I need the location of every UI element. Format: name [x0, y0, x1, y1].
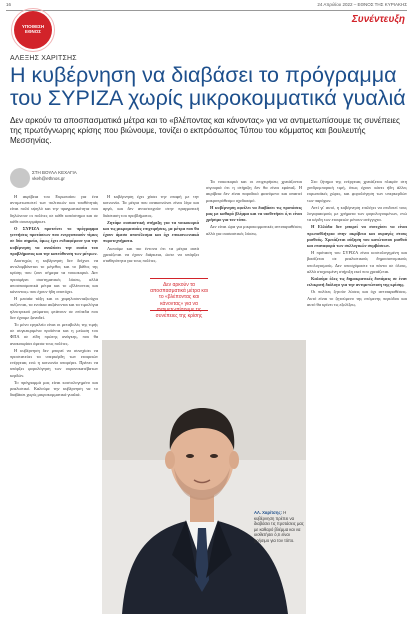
paragraph: Η μεσαία τάξη και οι χαμηλοσυνταξιούχοι πιέζονται, τα ενοίκια αυξάνονται και τα τιμολόγια ηλεκτρικού ρεύματος φτάνουν σε επίπεδα που δεν έχουμε ξαναδεί. — [10, 296, 98, 320]
paragraph: Η κυβέρνηση δεν μπορεί να συνεχίσει να προστατεύει τα υπερκέρδη των εταιρειών ενέργειας ενώ η κοινωνία υποφέρει. Πρέπει να υπάρξει φορολόγηση των ουρανοκατέβατων κερδών. — [10, 347, 98, 378]
paragraph: Ο ΣΥΡΙΖΑ προτείνει το πρόγραμμα γεννήσεις προτάσεων που ενεργοποιούν τίμιες σε δύο σημεία, όμως έχει ενδιαφέρουν για την κυβέρνηση να αναλύσει την ουσία του προβλήματος και την κατεύθυνση των μέτρων. — [10, 226, 98, 256]
author-name: ΣΤΗ ΒΟΥΛΑ ΚΕΧΑΓΙΑ — [32, 170, 77, 175]
pull-quote-rule-bottom — [150, 310, 208, 311]
paragraph: Δεν είναι ώρα για μικροκομματικές αντιπαραθέσεις αλλά για ουσιαστικές λύσεις. — [206, 224, 302, 236]
byline: ΑΛΕΞΗΣ ΧΑΡΙΤΣΗΣ — [10, 55, 77, 62]
paragraph: Το μόνο εργαλείο είναι οι μεταβολές της τιμής σε συγκεκριμένα προϊόντα και η μείωση του ΦΠΑ σε είδη πρώτης ανάγκης, που θα ανακουφίσει άμεσα τους πολίτες. — [10, 322, 98, 346]
page-number: 16 — [6, 2, 12, 7]
body-column-4 — [307, 179, 407, 614]
body-column-3 — [206, 179, 302, 344]
pull-quote: Δεν αρκούν τα αποσπασματικά μέτρα και το «βλέποντας και κάνοντας» για να αντιμετωπίσουμε τις συνέπειες της κρίσης — [150, 282, 208, 320]
lead-paragraph: Δεν αρκούν τα αποσπασματικά μέτρα και το «βλέποντας και κάνοντας» για να αντιμετωπίσουμε τις συνέπειες της πρωτόγνωρης κρίσης που βιώνουμε, τονίζει ο εκπρόσωπος Τύπου του κόμματος και βουλευτής Μεσσηνίας. — [10, 116, 400, 145]
paragraph: Λυπούμε και πιο έντονα ότι τα μέτρα αυτά χρειάζεται να έχουν διάρκεια, ώστε να υπάρξει σταθερότητα για τους πολίτες. — [103, 245, 199, 264]
author-block — [32, 170, 77, 182]
author-email: vkeh@ethnos.gr — [32, 176, 65, 181]
author-avatar — [10, 168, 30, 188]
portrait-illustration — [102, 340, 306, 614]
section-logo — [14, 11, 52, 49]
paragraph: Καλούμε όλες τις δημοκρατικές δυνάμεις σε έναν ειλικρινή διάλογο για την αντιμετώπιση της κρίσης. — [307, 276, 407, 288]
photo-caption — [254, 510, 304, 544]
paragraph: Οι πολίτες ζητούν λύσεις και όχι αντιπαραθέσεις. Αυτό είναι το ζητούμενο της επόμενης περιόδου και αυτό θα κρίνει τις εξελίξεις. — [307, 289, 407, 307]
section-label: Συνέντευξη — [351, 14, 405, 25]
paragraph: Τα νοικοκυριά και οι επιχειρήσεις χρειάζονται σιγουριά ότι η στήριξη δεν θα είναι εφάπαξ. Η ακρίβεια δεν είναι παροδικό φαινόμενο και απαιτεί μακροπρόθεσμο σχεδιασμό. — [206, 179, 302, 203]
caption-text: Η κυβέρνηση πρέπει να διαβάσει τις προτάσεις μας με καθαρό βλέμμα και να υιοθετήσει ό,τι είναι χρήσιμο για τον τόπο. — [254, 510, 304, 543]
body-column-1 — [10, 194, 98, 614]
logo-ring — [11, 8, 55, 52]
paragraph: Ζητάμε ουσιαστική στήριξη για τα νοικοκυριά και τις μικρομεσαίες επιχειρήσεις, με μέτρα που θα έχουν άμεσο αποτέλεσμα και όχι επικοινωνιακά πυροτεχνήματα. — [103, 219, 199, 244]
paragraph: Η κυβέρνηση έχει χάσει την επαφή με την κοινωνία. Τα μέτρα που ανακοινώνει είναι λίγα και αργά, και δεν αντιστοιχούν στην πραγματική διάσταση του προβλήματος. — [103, 194, 199, 218]
logo-text: ΥΠΟΘΕΣΗ ΕΘΝΟΣ — [21, 24, 45, 34]
paragraph: Το πρόγραμμά μας είναι κοστολογημένο και ρεαλιστικό. Καλούμε την κυβέρνηση να το διαβάσει χωρίς μικροκομματικά γυαλιά. — [10, 379, 98, 398]
paragraph: Η πρόταση του ΣΥΡΙΖΑ είναι κοστολογημένη και βασίζεται σε ρεαλιστικούς δημοσιονομικούς υπολογισμούς. Δεν υποσχόμαστε τα πάντα σε όλους, αλλά στοχευμένη στήριξη εκεί που χρειάζεται. — [307, 250, 407, 274]
caption-name: ΑΛ. Χαρίτσης: — [254, 510, 283, 515]
pull-quote-rule-top — [150, 278, 208, 279]
paragraph: Στο ζήτημα της ενέργειας χρειάζεται πλαφόν στη χονδρεμπορική τιμή, όπως έχουν κάνει ήδη άλλες ευρωπαϊκές χώρες, και φορολόγηση των υπερκερδών των παρόχων. — [307, 179, 407, 203]
date-line: 24 Απριλίου 2022 – ΕΘΝΟΣ ΤΗΣ ΚΥΡΙΑΚΗΣ — [317, 2, 407, 7]
headline: Η κυβέρνηση να διαβάσει το πρόγραμμα του ΣΥΡΙΖΑ χωρίς μικροκομματικά γυαλιά — [10, 63, 406, 110]
top-bar — [6, 2, 407, 11]
paragraph: Αντί γι' αυτό, η κυβέρνηση επιλέγει να επιδοτεί τους λογαριασμούς με χρήματα των φορολογουμένων, ενώ τα κέρδη των εταιρειών μένουν ανέγγιχτα. — [307, 204, 407, 223]
paragraph: Δυστυχώς η κυβέρνηση δεν δείχνει να αντιλαμβάνεται το μέγεθος και το βάθος της κρίσης που ζουν σήμερα τα νοικοκυριά. Δεν προσφέρει συστηματικές λύσεις, αλλά αποσπασματικά μέτρα και το «βλέποντας και κάνοντας» που έχουν ήδη αποτύχει. — [10, 258, 98, 295]
portrait-photo — [102, 340, 306, 614]
paragraph: Η ακρίβεια του Ευρωπαίου για ένα αντιμετωπιστεί των πολιτικών και ταυθότητάς είναι πολύ υψηλό και την πραγματικότητα που δηλώνουν οι πολίτες σε κάθε κατάστημα και σε κάθε σουπερμάρκετ. — [10, 194, 98, 224]
paragraph: Η κυβέρνηση οφείλει να διαβάσει τις προτάσεις μας με καθαρό βλέμμα και να υιοθετήσει ό,τι είναι χρήσιμο για τον τόπο. — [206, 204, 302, 223]
paragraph: Η Ελλάδα δεν μπορεί να συνεχίσει να είναι πρωταθλήτρια στην ακρίβεια και ουραγός στους μισθούς. Χρειάζεται αύξηση του κατώτατου μισθού και επαναφορά των συλλογικών συμβάσεων. — [307, 224, 407, 249]
